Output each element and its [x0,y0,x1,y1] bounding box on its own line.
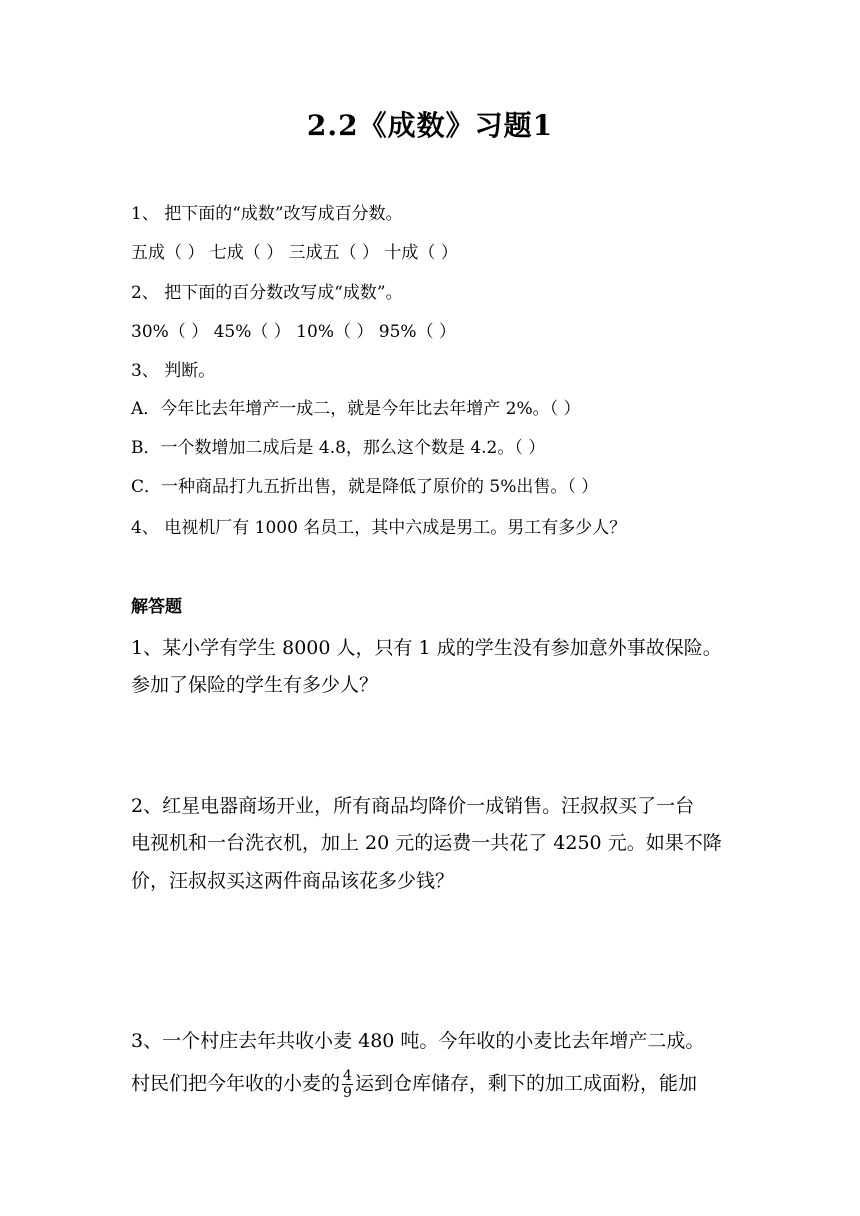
problem-2-line-3: 价，汪叔叔买这两件商品该花多少钱？ [131,870,455,892]
question-1-prompt: 1、 把下面的“成数”改写成百分数。 [131,204,403,224]
problem-2-line-1: 2、红星电器商场开业，所有商品均降价一成销售。汪叔叔买了一台 [131,795,695,817]
fraction [342,1068,353,1101]
question-2-prompt: 2、 把下面的百分数改写成“成数”。 [131,283,403,303]
page-title: 2.2《成数》习题1 [306,109,554,142]
fraction-denominator: 9 [343,1085,352,1101]
problem-1-line-2: 参加了保险的学生有多少人？ [131,674,379,696]
problem-2-line-2: 电视机和一台洗衣机，加上 20 元的运费一共花了 4250 元。如果不降 [131,832,722,854]
question-3-prompt: 3、 判断。 [131,361,216,381]
section-heading: 解答题 [131,597,182,617]
problem-3-line-2 [131,1068,697,1101]
problem-3-line-1: 3、一个村庄去年共收小麦 480 吨。今年收的小麦比去年增产二成。 [131,1030,705,1052]
question-3-a: A．今年比去年增产一成二，就是今年比去年增产 2%。（ ） [131,399,581,419]
fraction-numerator: 4 [343,1068,352,1084]
question-1-items: 五成（ ） 七成（ ） 三成五（ ） 十成（ ） [131,243,458,263]
question-3-b: B．一个数增加二成后是 4.8，那么这个数是 4.2。（ ） [131,438,546,458]
question-2-items: 30%（ ） 45%（ ） 10%（ ） 95%（ ） [131,322,456,342]
problem-3-line-2-after: 运到仓库储存，剩下的加工成面粉，能加 [354,1072,697,1095]
problem-1-line-1: 1、某小学有学生 8000 人，只有 1 成的学生没有参加意外事故保险。 [131,637,722,659]
problem-3-line-2-before: 村民们把今年收的小麦的 [131,1072,341,1095]
question-4: 4、 电视机厂有 1000 名员工，其中六成是男工。男工有多少人？ [131,518,627,538]
question-3-c: C．一种商品打九五折出售，就是降低了原价的 5%出售。（ ） [131,477,599,497]
